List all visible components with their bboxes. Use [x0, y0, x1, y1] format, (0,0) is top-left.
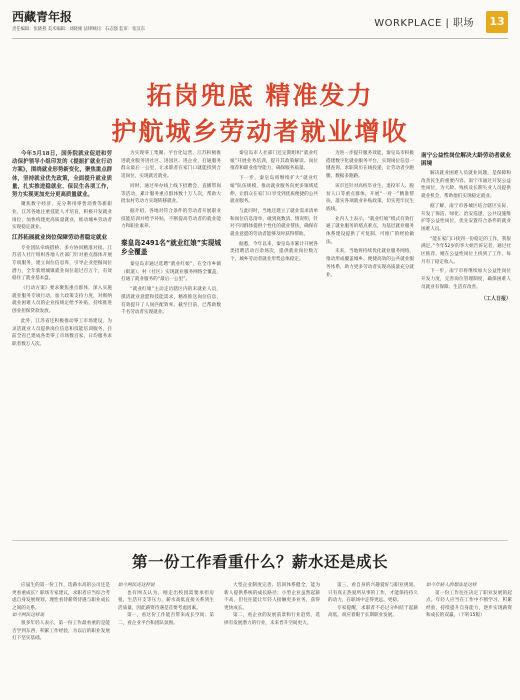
body-paragraph: 与此同时，当地还建立了就业需求清单和岗位信息清单，做到底数清、情况明，针对不同群体提供个性化的就业帮扶，确保有就业意愿的劳动者能够及时获得帮助。	[230, 208, 318, 238]
header-divider	[12, 38, 508, 39]
feature-column-1	[12, 582, 110, 694]
article-column-3	[230, 150, 318, 530]
body-paragraph: “就业红娘”主动走访辖区内的未就业人员，摸清就业意愿和技能需求，精准推送岗位信息，有效提升了人岗匹配效率。截至目前，已帮助数千名劳动者实现就业。	[121, 287, 221, 316]
subheading-jiangsu: 江苏拓展就业岗位保障劳动者稳定就业	[12, 235, 108, 242]
body-paragraph: 下一步，秦皇岛将继续扩大“就业红娘”队伍规模，推动就业服务向更多领域延伸，让群众在家门口享受到优质便捷的公共就业服务。	[230, 176, 318, 205]
body-paragraph: “能在家门口找到一份稳定的工作，我很满足。”今年52岁的李大姐告诉记者，通过社区推荐，她在公益性岗位上找到了工作，每月有了稳定收入。	[421, 236, 511, 265]
body-paragraph: 专业团队牵线搭桥、多方协同精准对接。江苏省人社厅组织各地人社部门针对重点群体开展专项服务，建立岗位信息库，引导企业挖掘岗位潜力，全年新增城镇就业岗位超过百万个，有效稳住了就业基本盘。	[12, 245, 112, 282]
body-paragraph: 应届生的第一份工作，选薪水高的公司还是更看重成长？职场专家建议，求职者应当综合考虑自身发展规划，理性看待薪资待遇与职业成长之间的关系。	[12, 583, 110, 611]
section-divider	[12, 540, 508, 541]
body-paragraph: 业内人士表示，“就业红娘”模式有效打通了就业服务的堵点难点，为基层就业服务体系建设提供了可复制、可推广的经验做法。	[326, 216, 414, 245]
body-paragraph: 大型企业制度完善、培训体系健全，能为新人提供系统的成长路径；小型企业虽然起薪不高，但往往能让年轻人接触更多业务，获得更快成长。	[224, 583, 320, 611]
body-paragraph: 也有网友认为，刚走出校园需要承担房租、生活开支等压力，薪水高低直接关系到生活质量，因此薪资待遇是首要考虑因素。	[118, 590, 214, 611]
body-paragraph: 第二，看企业的发展前景和行业趋势，选择有发展潜力的行业，未来晋升空间更大。	[224, 613, 320, 626]
body-paragraph: 专家提醒，求职者不必过分纠结于起薪高低，而应着眼于长期职业发展。	[328, 605, 418, 619]
main-headline-line2: 护航城乡劳动者就业增收	[111, 117, 409, 146]
article-source: （工人日报）	[480, 295, 511, 302]
article-column-2	[121, 150, 221, 530]
feature-headline: 第一份工作看重什么？薪水还是成长	[131, 552, 388, 571]
body-paragraph: 聚焦数字经济，充分利用零售消费等新职业，江苏各地注重技能人才培育，积极开发就业岗位，加快构建更高质量就业，推动城乡劳动者实现稳定就业。	[12, 202, 112, 231]
body-paragraph: 解决就业困难人员就业问题，是保障和改善民生的重要内容。南宁市通过开发公益性岗位，为大龄、残疾及长期失业人员提供就业机会，帮助他们实现稳定就业。	[421, 171, 511, 200]
body-paragraph: 第一，看这份工作能否带来成长空间；第二，看企业平台和团队氛围。	[118, 613, 214, 626]
body-paragraph: 此外，江苏省还积极推动零工市场建设，为灵活就业人员提供岗位信息和技能培训服务，目前全省已建成各类零工市场数百家，日均服务求职者数万人次。	[12, 318, 112, 347]
page-number-badge: 13	[486, 11, 508, 33]
body-paragraph: 秦皇岛市人社部门还定期组织“就业红娘”开展业务培训，提升其政策解读、岗位推荐和职业指导能力，确保服务质量。	[230, 151, 318, 172]
subheading-nanning: 南宁公益性岗位解决大龄劳动者就业困境	[421, 153, 511, 167]
article-column-1	[12, 150, 112, 530]
body-paragraph: 该市还针对高校毕业生、退役军人、脱贫人口等重点群体，开展“一对一”精准帮扶，落实各项就业补贴政策，切实兜牢民生底线。	[326, 183, 414, 212]
inline-subhead: 如今年轻人的想法是这样	[426, 583, 477, 588]
body-paragraph: 《行动方案》要求聚焦重点群体，深入实施就业服务专项行动，加大政策支持力度，对吸纳就业困难人员的企业按规定给予补贴，持续推进创业担保贷款发放。	[12, 286, 112, 315]
article-column-4	[326, 150, 414, 530]
body-paragraph: 同时，通过举办线上线下招聘会、直播带岗等活动，累计服务重点群体数十万人次，帮助大批农村劳动力实现转移就业。	[121, 183, 221, 205]
masthead	[0, 0, 520, 42]
feature-column-4	[328, 582, 418, 694]
main-headline-line1: 拓岗兜底 精准发力	[146, 81, 374, 110]
subheading-qinhuangdao: 秦皇岛2491名“就业红娘”实现城乡全覆盖	[121, 239, 221, 257]
body-paragraph: 秦皇岛市通过选聘“就业红娘”，在全市乡镇（街道）、村（社区）实现就业服务网络全覆盖，打通了就业服务的“最后一公里”。	[121, 262, 221, 283]
inline-subhead: 如今网民这样说	[12, 613, 45, 619]
inline-subhead: 如今网民还这样说	[118, 583, 155, 588]
section-label: WORKPLACE | 职场	[374, 18, 474, 29]
feature-column-5	[426, 582, 512, 694]
body-paragraph: 据了解，南宁市各城区结合辖区实际，开发了保洁、绿化、治安巡逻、公共设施维护等公益性岗位，优先安置符合条件的就业困难人员。	[421, 203, 511, 232]
body-paragraph: 为实现零工集聚、平台化运营，江苏积极推进就业服务进社区、进园区、进企业，打通服务群众最后一公里，让求职者在家门口就能找到合适岗位，实现就近就业。	[121, 151, 221, 180]
body-paragraph: 据介绍，各地对符合条件的劳动者开展职业技能培训并给予补贴，不断提高劳动者的就业能力和职业素养。	[121, 208, 221, 230]
feature-column-3	[224, 582, 320, 694]
newspaper-logo: 西藏青年报	[12, 10, 73, 24]
lead-paragraph: 今年5月18日，国务院就业促进和劳动保护领导小组印发的《提振扩就业行动方案》，围绕就业形势新变化，聚焦重点群体，坚持就业优先政策，全面提升就业质量，扎实推进稳就业、保民生各项工作，努力实现更加充分更高质量就业。	[12, 151, 112, 199]
body-paragraph: 据悉，今年以来，秦皇岛市累计开展各类招聘活动百余场次，提供就业岗位数万个，城乡劳动者就业形势总体稳定。	[230, 241, 318, 263]
body-paragraph: 第三，看自身的兴趣爱好与职业规划。只有真正热爱所从事的工作，才能保持持久的动力，在职场中走得更远、更稳。	[328, 583, 418, 604]
body-paragraph: 未来，当地将持续优化就业服务网络，推动形成覆盖城乡、便捷高效的公共就业服务体系，助力更多劳动者实现高质量充分就业。	[326, 249, 414, 278]
body-paragraph: 下一步，南宁市将继续加大公益性岗位开发力度，完善岗位管理制度，确保困难人员就业有保障、生活有改善。	[421, 269, 511, 290]
body-paragraph: 为进一步提升服务效能，秦皇岛市积极搭建数字化就业服务平台，实现岗位信息一键查询、求职简历在线投递，让劳动者少跑腿、数据多跑路。	[326, 151, 414, 180]
body-paragraph: 第一份工作往往决定了职业发展的起点。年轻人应当在工作中不断学习、积累经验，持续提升自身能力，逐步实现薪资和成长的双赢。（下转15版）	[426, 590, 512, 619]
article-column-5	[421, 150, 511, 530]
editor-credits: 责任编辑：张晓燕 美术编辑：刘晓刚 法律顾问：石志强 监审：张汉东	[12, 27, 146, 32]
body-paragraph: 很多年轻人表示，第一份工作最看重的是能否学到东西，积累工作经验，为以后的职业发展打下坚实基础。	[12, 620, 110, 642]
feature-column-2	[118, 582, 214, 694]
